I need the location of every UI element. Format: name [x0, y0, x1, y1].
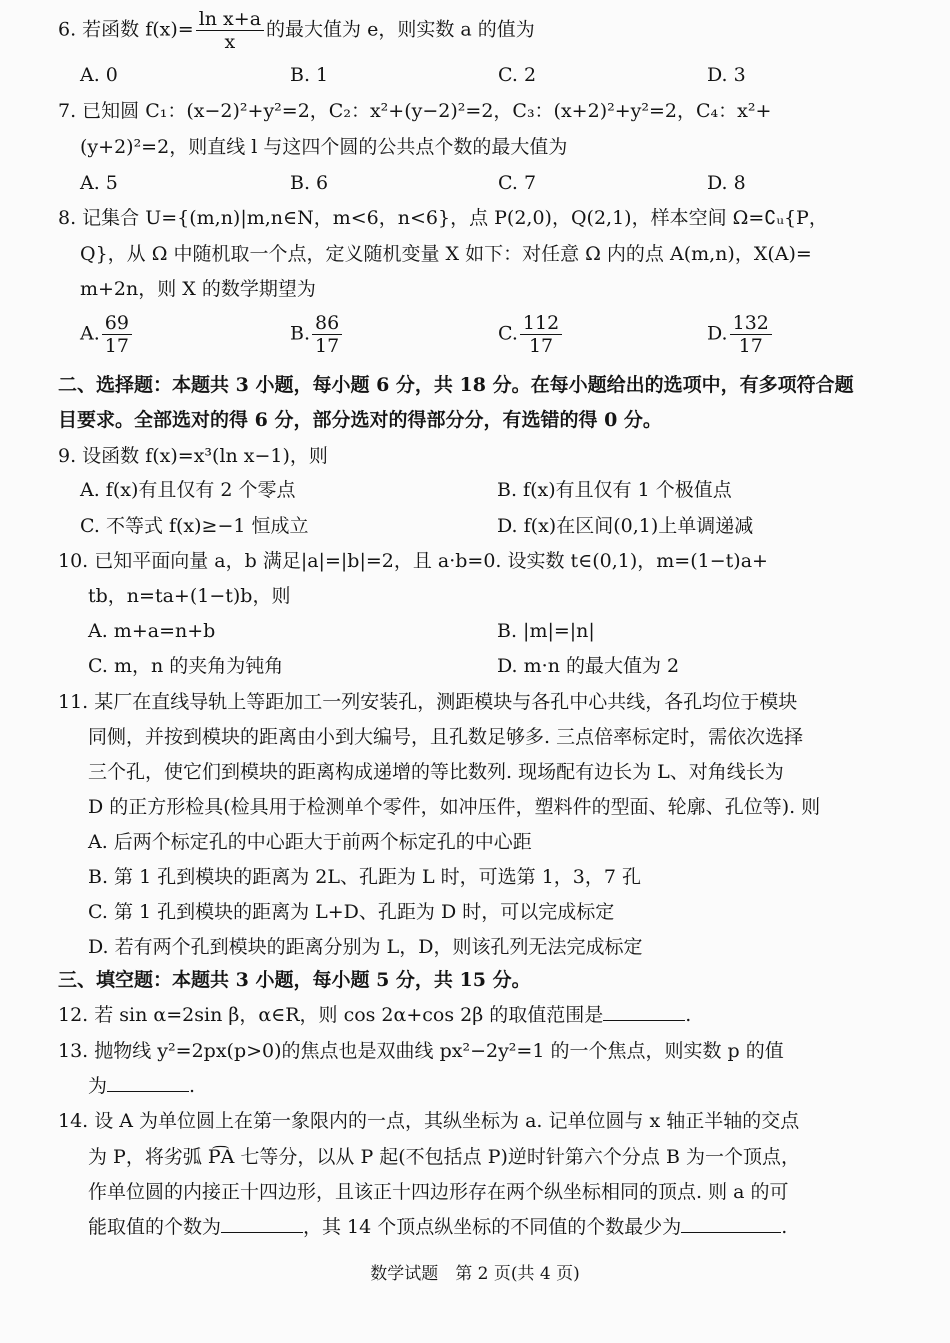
q14-stem-line1: 14. 设 A 为单位圆上在第一象限内的一点，其纵坐标为 a. 记单位圆与 x 轴正半轴的交点: [58, 1110, 800, 1132]
q8-option-d-numerator: 132: [730, 312, 772, 335]
q9-option-b: B. f(x)有且仅有 1 个极值点: [497, 479, 732, 501]
q8-option-d-label: D.: [707, 322, 728, 345]
section-2-heading-line2: 目要求。全部选对的得 6 分，部分选对的得部分分，有选错的得 0 分。: [58, 409, 662, 431]
q6-stem: [58, 8, 535, 53]
q14-stem-line4: [88, 1214, 787, 1240]
q9-stem: 9. 设函数 f(x)=x³(ln x−1)，则: [58, 445, 328, 467]
q8-option-a: [80, 312, 134, 357]
q8-option-a-numerator: 69: [102, 312, 132, 335]
q11-stem-line2: 同侧，并按到模块的距离由小到大编号，且孔数足够多. 三点倍率标定时，需依次选择: [88, 726, 804, 748]
q10-option-d: D. m·n 的最大值为 2: [497, 655, 680, 677]
q8-option-c-fraction: [520, 312, 562, 357]
q8-option-d: [707, 312, 774, 357]
q6-option-b: B. 1: [290, 64, 329, 86]
q11-option-d: D. 若有两个孔到模块的距离分别为 L，D，则该孔列无法完成标定: [88, 936, 643, 958]
q12-stem-end: .: [685, 1004, 692, 1026]
q12-answer-blank[interactable]: [603, 1002, 685, 1021]
q14-answer-blank-1[interactable]: [221, 1214, 303, 1233]
q7-stem-line2: (y+2)²=2，则直线 l 与这四个圆的公共点个数的最大值为: [80, 136, 568, 158]
q6-option-a: A. 0: [80, 64, 118, 86]
q10-option-b: B. |m|=|n|: [497, 620, 595, 642]
q13-stem-line1: 13. 抛物线 y²=2px(p>0)的焦点也是双曲线 px²−2y²=1 的一个焦点，则实数 p 的值: [58, 1040, 784, 1062]
q11-stem-line3: 三个孔，使它们到模块的距离构成递增的等比数列. 现场配有边长为 L、对角线长为: [88, 761, 784, 783]
q7-stem-line1: 7. 已知圆 C₁：(x−2)²+y²=2，C₂：x²+(y−2)²=2，C₃：(x+2)²+y²=2，C₄：x²+: [58, 100, 772, 122]
q7-option-a: A. 5: [80, 172, 118, 194]
q12-stem-text: 12. 若 sin α=2sin β，α∈R，则 cos 2α+cos 2β 的取值范围是: [58, 1004, 604, 1026]
q8-stem-line1: 8. 记集合 U={(m,n)|m,n∈N，m<6，n<6}，点 P(2,0)，Q(2,1)，样本空间 Ω=∁ᵤ{P，: [58, 207, 828, 229]
q8-option-c-numerator: 112: [520, 312, 562, 335]
q12-stem: [58, 1002, 691, 1028]
q8-option-d-fraction: [730, 312, 772, 357]
q6-fraction-denominator: x: [224, 31, 236, 53]
q8-option-b-label: B.: [290, 322, 311, 345]
q13-answer-blank[interactable]: [107, 1073, 189, 1092]
q6-stem-post: 的最大值为 e，则实数 a 的值为: [266, 18, 535, 41]
q8-option-c-denominator: 17: [528, 335, 554, 357]
q10-option-c: C. m，n 的夹角为钝角: [88, 655, 284, 677]
q13-stem-line2: [88, 1073, 195, 1099]
q8-stem-line3: m+2n，则 X 的数学期望为: [80, 278, 316, 300]
q8-option-c: [498, 312, 564, 357]
q8-option-d-denominator: 17: [738, 335, 763, 357]
q11-stem-line4: D 的正方形检具(检具用于检测单个零件，如冲压件，塑料件的型面、轮廓、孔位等). 则: [88, 796, 821, 818]
q9-option-a: A. f(x)有且仅有 2 个零点: [80, 479, 296, 501]
q7-option-b: B. 6: [290, 172, 329, 194]
q11-stem-line1: 11. 某厂在直线导轨上等距加工一列安装孔，测距模块与各孔中心共线，各孔均位于模块: [58, 691, 798, 713]
q6-fraction-numerator: ln x+a: [196, 8, 264, 31]
q8-option-b-fraction: [312, 312, 342, 357]
q6-fraction: [196, 8, 264, 53]
q8-option-b: [290, 312, 344, 357]
q7-option-c: C. 7: [498, 172, 537, 194]
q9-option-d: D. f(x)在区间(0,1)上单调递减: [497, 515, 754, 537]
q8-option-a-denominator: 17: [104, 335, 129, 357]
q8-option-a-label: A.: [80, 322, 100, 345]
q13-stem-end: .: [189, 1075, 196, 1097]
q8-option-a-fraction: [102, 312, 132, 357]
q14-stem-line4-mid: ，其 14 个顶点纵坐标的不同值的个数最少为: [303, 1216, 682, 1238]
q13-stem-line2-text: 为: [88, 1075, 108, 1097]
q11-option-a: A. 后两个标定孔的中心距大于前两个标定孔的中心距: [88, 831, 532, 853]
section-3-heading: 三、填空题：本题共 3 小题，每小题 5 分，共 15 分。: [58, 969, 531, 991]
q8-option-b-numerator: 86: [312, 312, 342, 335]
q11-option-b: B. 第 1 孔到模块的距离为 2L、孔距为 L 时，可选第 1，3，7 孔: [88, 866, 641, 888]
section-2-heading-line1: 二、选择题：本题共 3 小题，每小题 6 分，共 18 分。在每小题给出的选项中，有多项符合题: [58, 374, 854, 396]
q10-stem-line2: tb，n=ta+(1−t)b，则: [88, 585, 291, 607]
q10-option-a: A. m+a=n+b: [88, 620, 216, 642]
q6-option-d: D. 3: [707, 64, 746, 86]
q8-stem-line2: Q}，从 Ω 中随机取一个点，定义随机变量 X 如下：对任意 Ω 内的点 A(m,n)，X(A)=: [80, 243, 812, 265]
q7-option-d: D. 8: [707, 172, 746, 194]
q6-option-c: C. 2: [498, 64, 537, 86]
q10-stem-line1: 10. 已知平面向量 a，b 满足|a|=|b|=2，且 a·b=0. 设实数 t∈(0,1)，m=(1−t)a+: [58, 550, 768, 572]
q14-stem-line3: 作单位圆的内接正十四边形，且该正十四边形存在两个纵坐标相同的顶点. 则 a 的可: [88, 1181, 789, 1203]
page-footer: 数学试题 第 2 页(共 4 页): [370, 1264, 580, 1284]
q8-option-c-label: C.: [498, 322, 518, 345]
q14-stem-line2: 为 P，将劣弧 P͡A 七等分，以从 P 起(不包括点 P)逆时针第六个分点 B 为一个顶点，: [88, 1146, 800, 1168]
q6-stem-pre: 6. 若函数 f(x)=: [58, 18, 194, 41]
q9-option-c: C. 不等式 f(x)≥−1 恒成立: [80, 515, 309, 537]
q14-answer-blank-2[interactable]: [681, 1214, 781, 1233]
q14-stem-end: .: [781, 1216, 788, 1238]
q11-option-c: C. 第 1 孔到模块的距离为 L+D、孔距为 D 时，可以完成标定: [88, 901, 615, 923]
q8-option-b-denominator: 17: [315, 335, 340, 357]
q14-stem-line4-pre: 能取值的个数为: [88, 1216, 222, 1238]
